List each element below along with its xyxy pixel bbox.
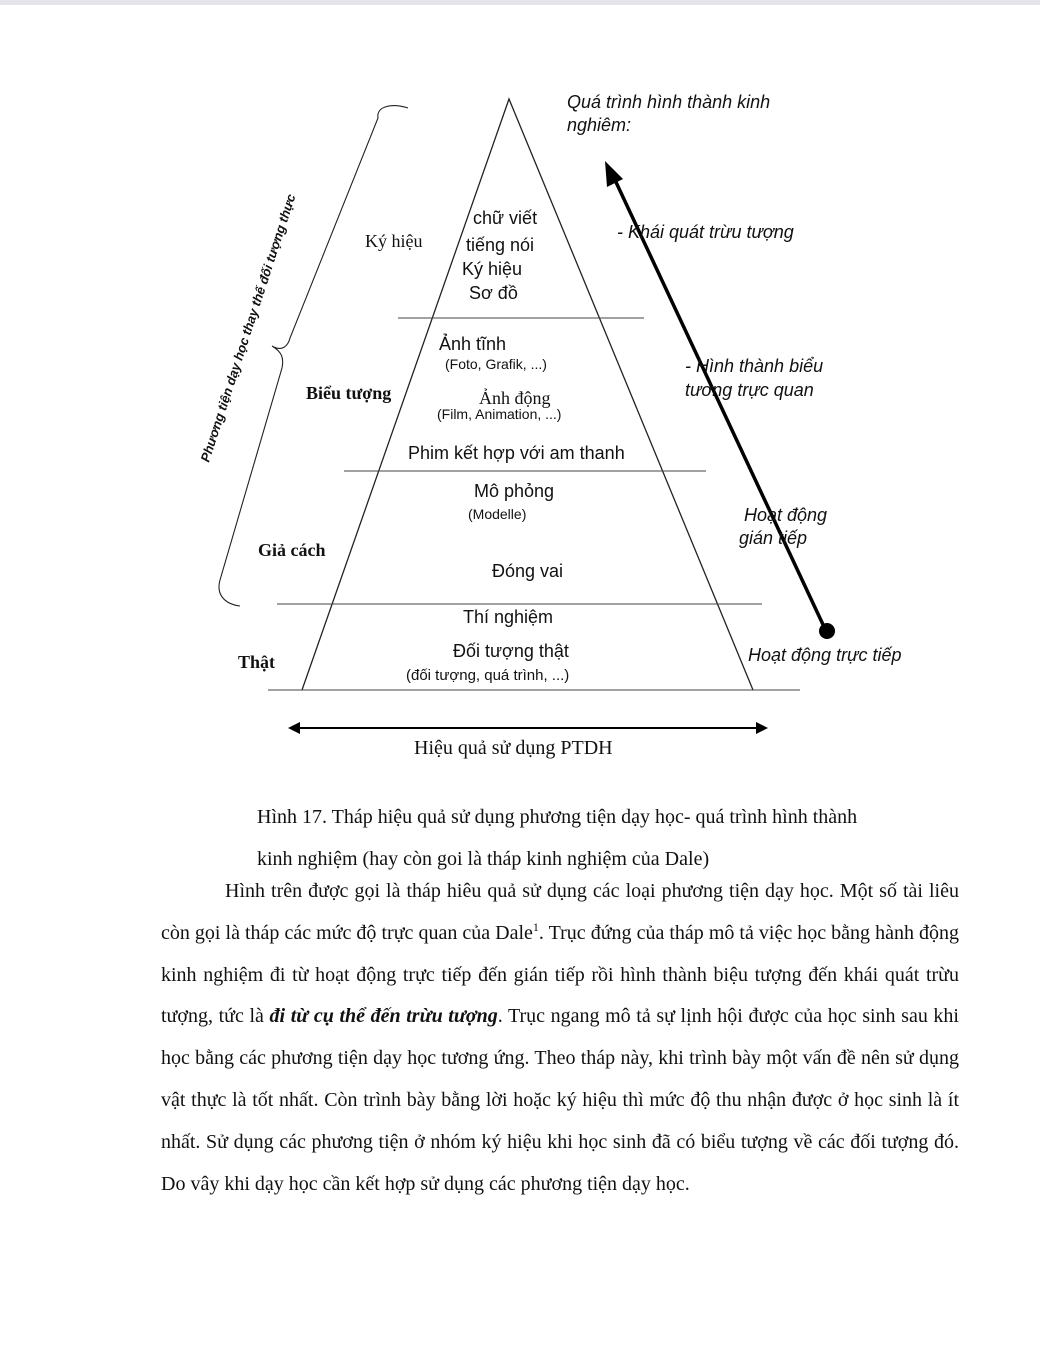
pyramid-item-sound-film: Phim kết hợp với am thanh: [408, 443, 625, 463]
pyramid-note-still-image: (Foto, Grafik, ...): [445, 356, 547, 372]
process-start-dot-icon: [819, 623, 835, 639]
substitute-media-brace: [219, 106, 408, 606]
footnote-marker[interactable]: 1: [532, 919, 539, 934]
pyramid-item-role-play: Đóng vai: [492, 561, 564, 581]
pyramid-item-writing: chữ viết: [473, 208, 538, 228]
stage-indirect-line2: gián tiếp: [739, 528, 808, 548]
level-label-symbols: Ký hiệu: [365, 231, 423, 251]
caption-line-1: Hình 17. Tháp hiệu quả sử dụng phương tiện dạy học- quá trình hình thành: [257, 806, 858, 828]
experience-process-arrow: [615, 180, 826, 631]
stage-indirect-line1: Hoạt động: [744, 505, 828, 525]
stage-abstraction: - Khái quát trừu tượng: [617, 222, 794, 242]
brace-label: Phương tiện dạy học thay thế đối tượng thực: [197, 192, 299, 464]
process-arrowhead-icon: [605, 161, 623, 187]
pyramid-item-symbols: Ký hiệu: [462, 259, 523, 279]
figure-caption: [257, 796, 977, 880]
level-label-simulated: Giả cách: [258, 540, 326, 560]
pyramid-item-diagrams: Sơ đồ: [469, 283, 518, 303]
stage-forming-images-line2: tương trực quan: [685, 380, 814, 400]
pyramid-note-real-object: (đối tượng, quá trình, ...): [406, 667, 570, 684]
axis-left-arrow-icon: [288, 722, 300, 734]
pyramid-item-simulation: Mô phỏng: [474, 481, 555, 501]
pyramid-item-experiment: Thí nghiệm: [463, 607, 554, 627]
level-label-images: Biểu tượng: [306, 383, 392, 403]
pyramid-item-speech: tiếng nói: [466, 235, 535, 255]
process-title: Quá trình hình thành kinh nghiêm:: [567, 92, 771, 135]
pyramid-note-moving-image: (Film, Animation, ...): [437, 406, 562, 422]
stage-forming-images-line1: - Hình thành biểu: [685, 356, 824, 376]
pyramid-item-moving-image: Ảnh động: [479, 388, 551, 408]
caption-line-2: kinh nghiệm (hay còn goi là tháp kinh nghiệm của Dale): [257, 848, 710, 870]
body-paragraph: [161, 871, 959, 1205]
paragraph-part-1: Hình trên được gọi là tháp hiêu quả sử dụng các loại phương tiện dạy học. Một số tài liêu còn gọi là tháp các mức độ trực quan của Dale: [161, 880, 959, 944]
paragraph-part-2: . Trục đứng của tháp mô tả việc học bằng hành động kinh nghiệm đi từ hoạt động trực tiếp đến gián tiếp rồi hình thành biệu tượng đến khái quát trừu tượng, tức là: [161, 921, 959, 1028]
level-label-real: Thật: [238, 652, 276, 672]
pyramid-item-real-object: Đối tượng thật: [453, 641, 569, 661]
effectiveness-axis-label: Hiệu quả sử dụng PTDH: [414, 737, 613, 759]
paragraph-part-3: . Trục ngang mô tả sự lịnh hội được của học sinh sau khi học bằng các phương tiện dạy học tương ứng. Theo tháp này, khi trình bày một vấn đề nên sử dụng vật thực là tốt nhất. Còn trình bày bằng lời hoặc ký hiệu thì mức độ thu nhận được ở học sinh là ít nhất. Sử dụng các phương tiện ở nhóm ký hiệu khi học sinh đã có biểu tượng về các đối tượng đó. Do vây khi dạy học cần kết hợp sử dụng các phương tiện dạy học.: [161, 1005, 959, 1195]
axis-right-arrow-icon: [756, 722, 768, 734]
pyramid-item-still-image: Ảnh tĩnh: [439, 334, 507, 354]
stage-direct: Hoạt động trực tiếp: [748, 645, 902, 665]
pyramid-note-simulation: (Modelle): [468, 506, 527, 522]
paragraph-emphasis: đi từ cụ thể đến trừu tượng: [269, 1005, 498, 1028]
